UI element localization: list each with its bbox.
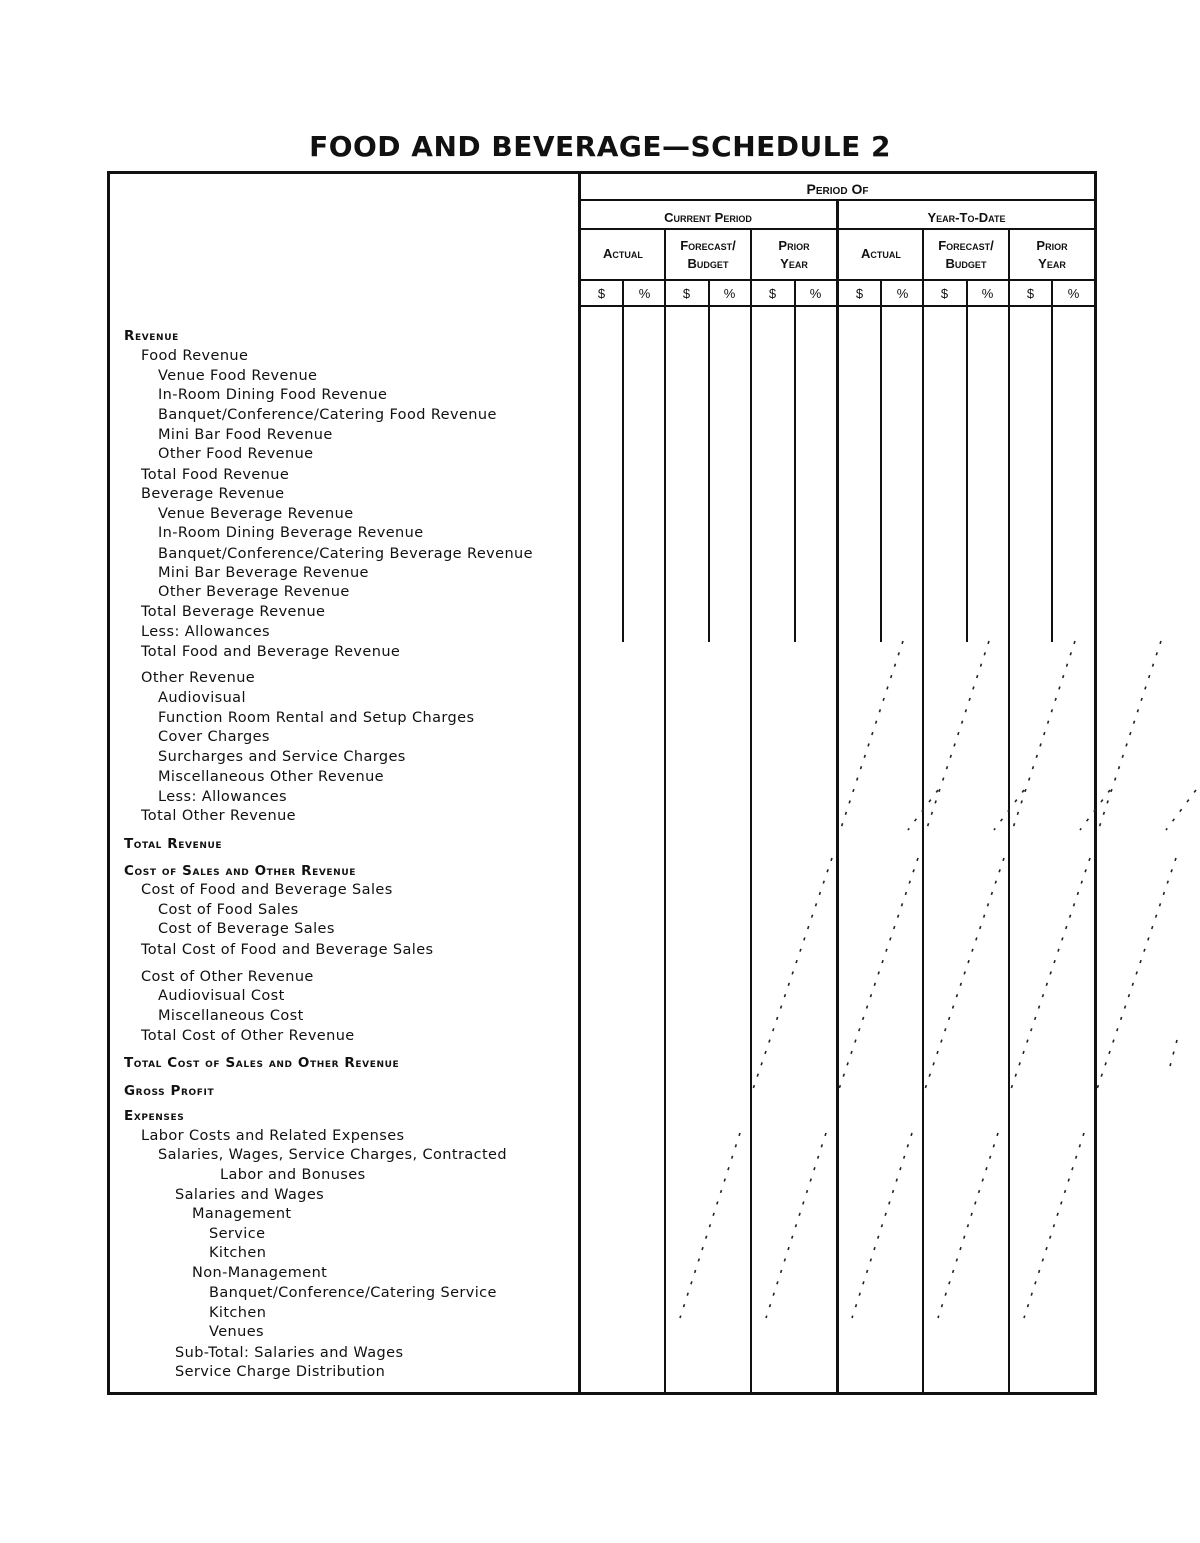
row-label: Other Revenue: [141, 670, 256, 686]
diagonal-mark: [1096, 858, 1176, 1092]
row-label: Labor Costs and Related Expenses: [141, 1128, 405, 1144]
diagonal-mark: [994, 790, 1024, 830]
forecast-label-line-1: Forecast/: [680, 238, 736, 253]
row-label: Cost of Food Sales: [158, 902, 299, 918]
row-label: Total Other Revenue: [141, 808, 297, 824]
dollar-subheader: $: [1026, 286, 1035, 301]
row-label: Total Food Revenue: [141, 467, 290, 483]
row-label: Revenue: [124, 328, 179, 344]
percent-subheader: %: [896, 286, 909, 301]
dollar-subheader: $: [597, 286, 606, 301]
diagonal-mark: [1010, 858, 1090, 1092]
row-label: In-Room Dining Food Revenue: [158, 387, 388, 403]
row-label: Cover Charges: [158, 729, 270, 745]
prior-label-line-2: Year: [780, 256, 808, 271]
row-label: Management: [192, 1206, 292, 1222]
forecast-label-line-2: Budget: [687, 256, 729, 271]
diagonal-mark: [908, 790, 938, 830]
forecast-label-line-1: Forecast/: [938, 238, 994, 253]
row-label: Total Cost of Other Revenue: [141, 1028, 355, 1044]
row-label: Venue Food Revenue: [158, 368, 318, 384]
prior-label-line-1: Prior: [1036, 238, 1068, 253]
current-period-header: Current Period: [664, 210, 752, 225]
row-label: Sub-Total: Salaries and Wages: [175, 1345, 404, 1361]
dollar-subheader: $: [940, 286, 949, 301]
row-label: Beverage Revenue: [141, 486, 285, 502]
year-to-date-header: Year-To-Date: [927, 210, 1006, 225]
percent-subheader: %: [1067, 286, 1080, 301]
diagonal-mark: [924, 858, 1004, 1092]
diagonal-mark: [1013, 641, 1075, 828]
row-label: Less: Allowances: [158, 789, 287, 805]
row-label: Cost of Sales and Other Revenue: [124, 863, 356, 879]
row-label: Cost of Other Revenue: [141, 969, 314, 985]
dollar-subheader: $: [855, 286, 864, 301]
row-label: Mini Bar Beverage Revenue: [158, 565, 369, 581]
row-label: Gross Profit: [124, 1083, 215, 1099]
percent-subheader: %: [981, 286, 994, 301]
diagonal-mark: [752, 858, 832, 1092]
dollar-subheader: $: [682, 286, 691, 301]
diagonal-mark: [841, 641, 903, 828]
actual-label: Actual: [861, 246, 901, 261]
row-label: Other Food Revenue: [158, 446, 314, 462]
diagonal-mark: [838, 858, 918, 1092]
diagonal-mark: [1099, 641, 1161, 828]
row-label: Surcharges and Service Charges: [158, 749, 406, 765]
percent-subheader: %: [638, 286, 651, 301]
row-label: Banquet/Conference/Catering Beverage Revenue: [158, 546, 533, 562]
diagonal-mark: [680, 1133, 740, 1318]
row-label: Mini Bar Food Revenue: [158, 427, 333, 443]
row-label: Venue Beverage Revenue: [158, 506, 354, 522]
row-label: Service: [209, 1226, 266, 1242]
row-label: Non-Management: [192, 1265, 328, 1281]
diagonal-mark: [938, 1133, 998, 1318]
row-label: Labor and Bonuses: [220, 1167, 366, 1183]
page-title: FOOD AND BEVERAGE—SCHEDULE 2: [309, 130, 891, 163]
row-label: Salaries and Wages: [175, 1187, 325, 1203]
row-label: Banquet/Conference/Catering Service: [209, 1285, 497, 1301]
percent-subheader: %: [809, 286, 822, 301]
diagonal-mark: [1166, 790, 1196, 830]
percent-subheader: %: [723, 286, 736, 301]
row-label: Total Cost of Food and Beverage Sales: [141, 942, 434, 958]
diagonal-mark: [1080, 790, 1110, 830]
diagonal-mark: [852, 1133, 912, 1318]
row-label: Expenses: [124, 1108, 185, 1124]
row-label: Total Cost of Sales and Other Revenue: [124, 1055, 400, 1071]
row-label: Total Beverage Revenue: [141, 604, 326, 620]
row-label: Service Charge Distribution: [175, 1364, 386, 1380]
period-of-header: Period Of: [806, 181, 869, 197]
actual-label: Actual: [603, 246, 643, 261]
row-label: Banquet/Conference/Catering Food Revenue: [158, 407, 497, 423]
row-label: Cost of Food and Beverage Sales: [141, 882, 393, 898]
row-label: In-Room Dining Beverage Revenue: [158, 525, 424, 541]
row-label: Cost of Beverage Sales: [158, 921, 335, 937]
row-label: Venues: [209, 1324, 264, 1340]
row-label: Audiovisual: [158, 690, 246, 706]
diagonal-mark: [1024, 1133, 1084, 1318]
prior-label-line-1: Prior: [778, 238, 810, 253]
row-label: Audiovisual Cost: [158, 988, 285, 1004]
dollar-subheader: $: [768, 286, 777, 301]
row-label: Less: Allowances: [141, 624, 270, 640]
row-label: Food Revenue: [141, 348, 249, 364]
row-label: Miscellaneous Other Revenue: [158, 769, 384, 785]
diagonal-mark: [927, 641, 989, 828]
row-label: Kitchen: [209, 1245, 267, 1261]
row-label: Total Revenue: [124, 836, 223, 852]
row-label: Other Beverage Revenue: [158, 584, 350, 600]
row-label: Kitchen: [209, 1305, 267, 1321]
forecast-label-line-2: Budget: [945, 256, 987, 271]
diagonal-mark: [766, 1133, 826, 1318]
diagonal-mark: [1169, 1040, 1177, 1070]
row-label: Miscellaneous Cost: [158, 1008, 304, 1024]
prior-label-line-2: Year: [1038, 256, 1066, 271]
row-label: Function Room Rental and Setup Charges: [158, 710, 475, 726]
row-label: Salaries, Wages, Service Charges, Contracted: [158, 1147, 507, 1163]
row-label: Total Food and Beverage Revenue: [141, 644, 401, 660]
